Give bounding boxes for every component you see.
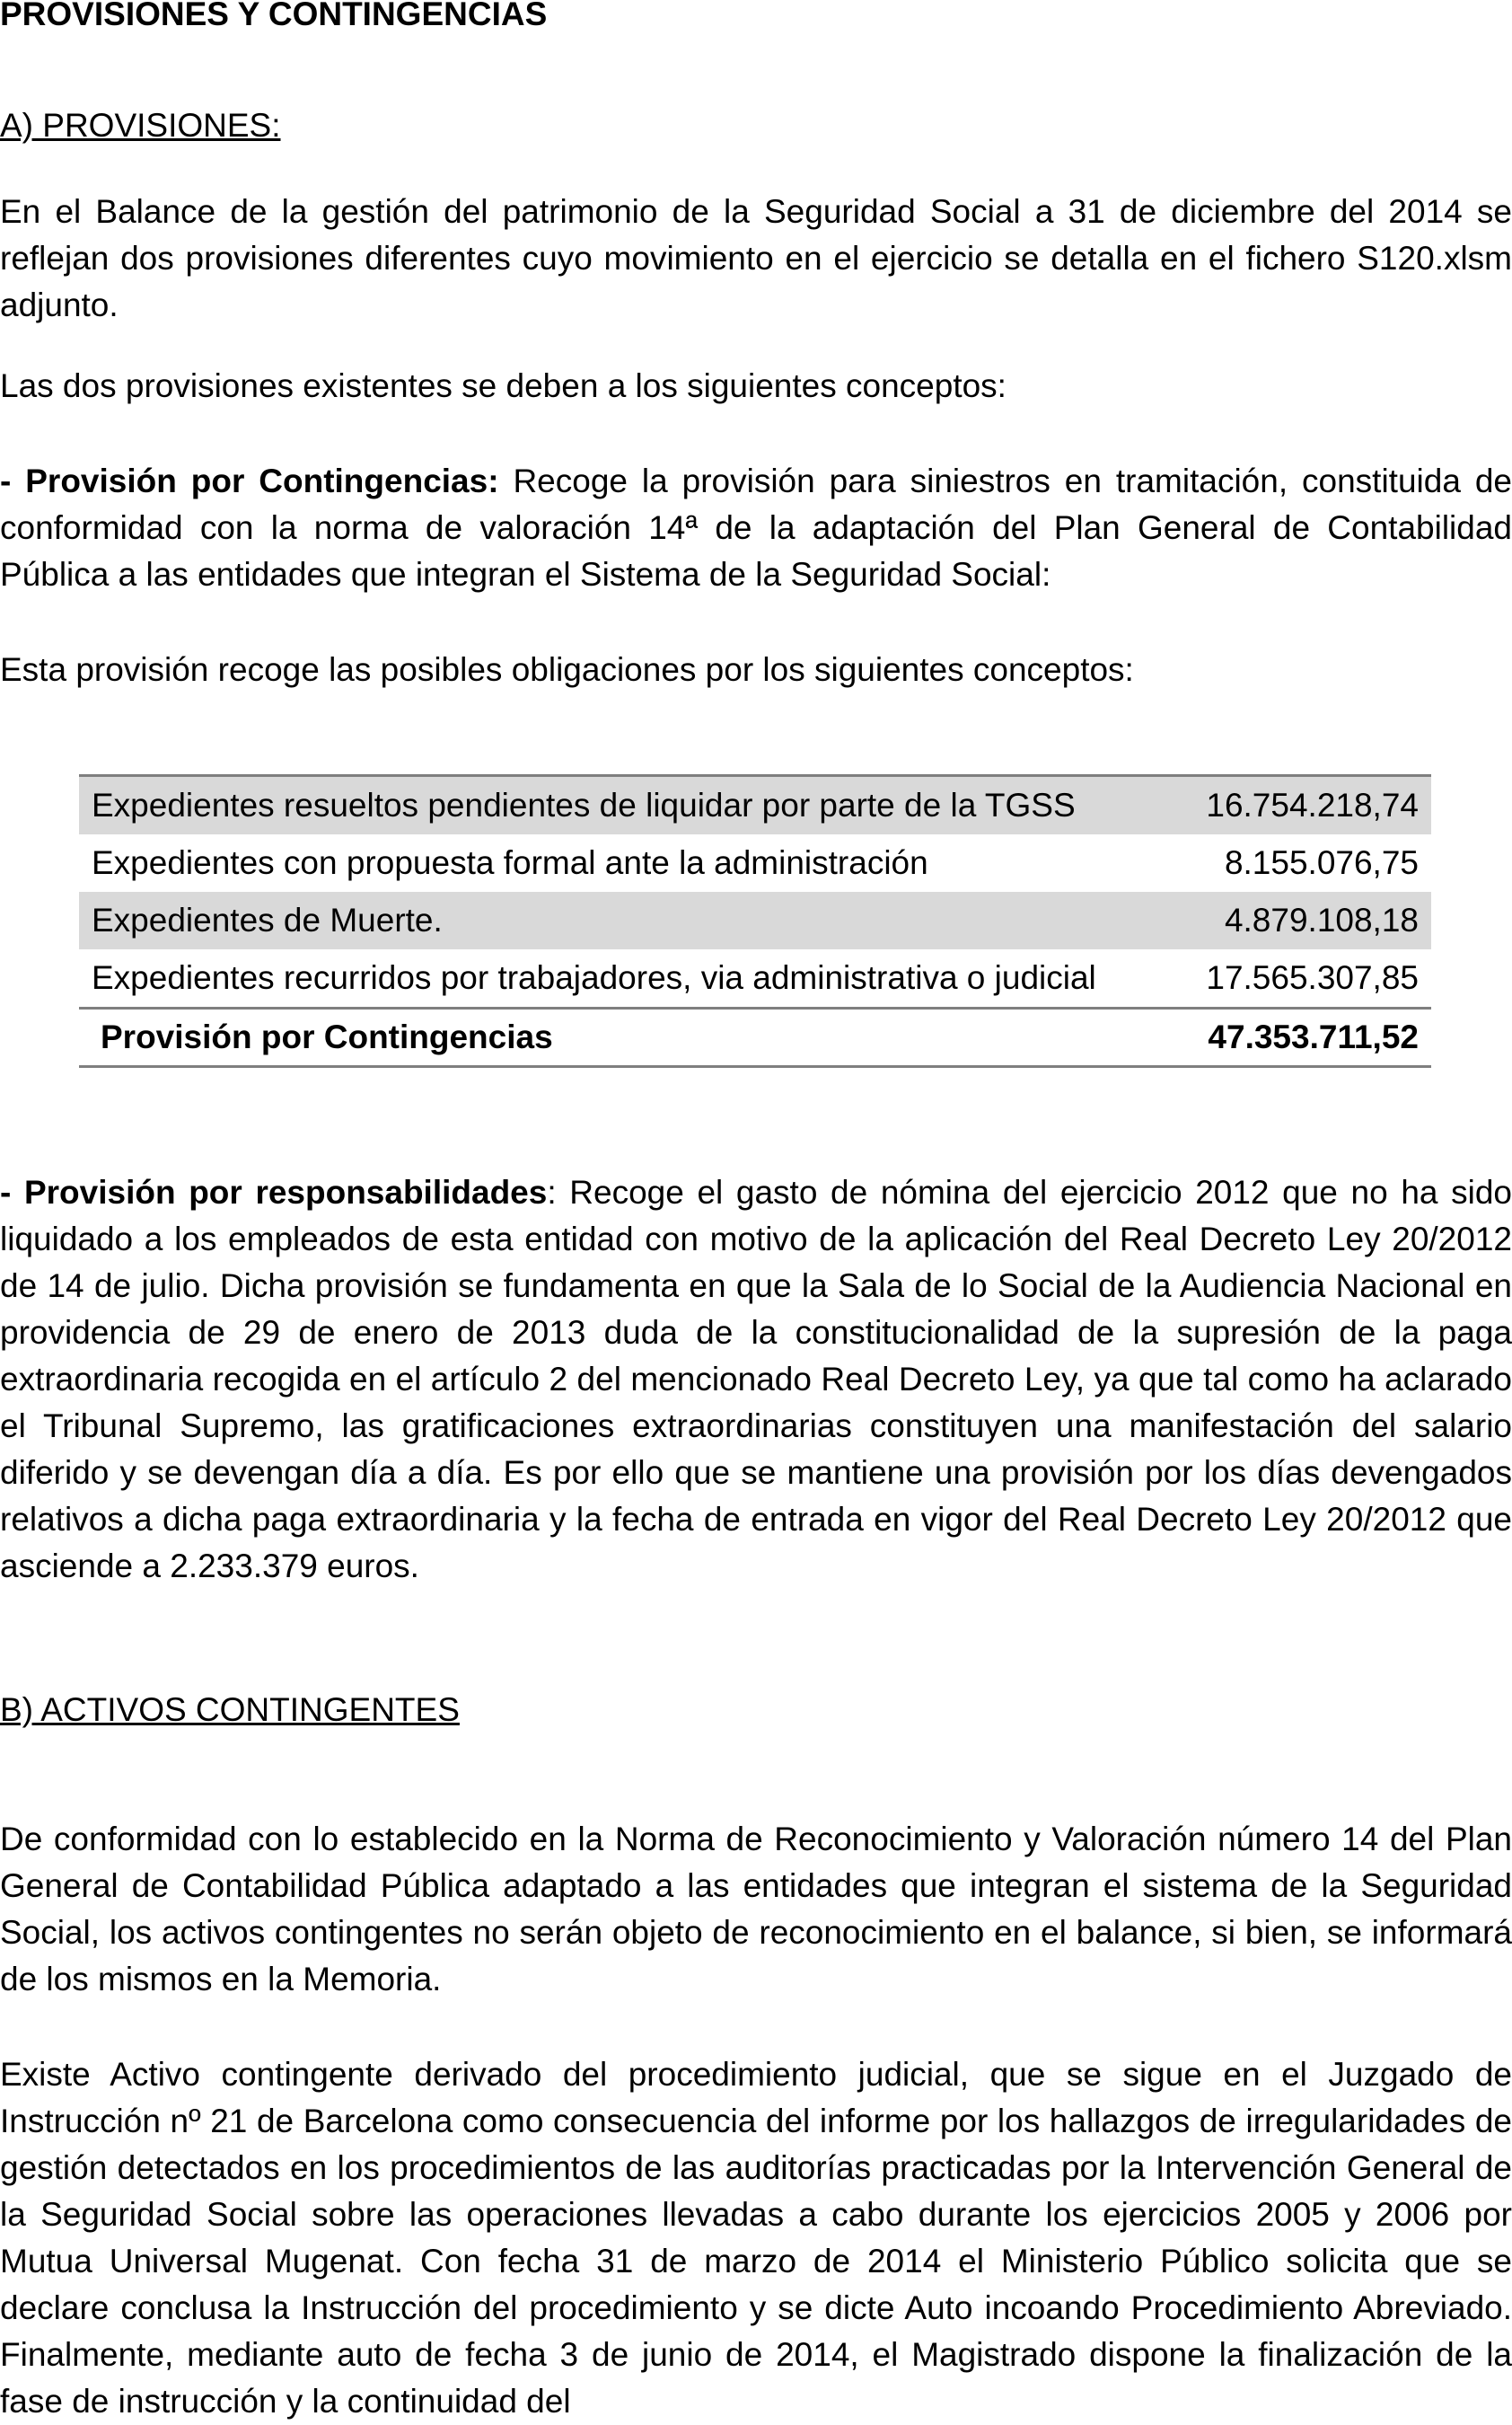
document-title: PROVISIONES Y CONTINGENCIAS: [0, 0, 548, 32]
row-label: Expedientes de Muerte.: [79, 892, 1173, 949]
row-amount: 8.155.076,75: [1224, 844, 1419, 881]
section-a-heading: A) PROVISIONES:: [0, 107, 281, 144]
table-total-row: [79, 1009, 1431, 1067]
section-a-intro-paragraph: En el Balance de la gestión del patrimonio de la Seguridad Social a 31 de diciembre del 2014 se reflejan dos provisiones diferentes cuyo movimiento en el ejercicio se detalla en el fichero S120.xlsm adjunto.: [0, 193, 1512, 323]
section-b-paragraph-1: De conformidad con lo establecido en la Norma de Reconocimiento y Valoración número 14 del Plan General de Contabilidad Pública adaptado a las entidades que integran el sistema de la Seguridad Social, los activos contingentes no serán objeto de reconocimiento en el balance, si bien, se informará de los mismos en la Memoria.: [0, 1821, 1512, 1997]
contingencias-paragraph: [0, 458, 1512, 598]
section-b-heading: B) ACTIVOS CONTINGENTES: [0, 1691, 460, 1728]
table-row: [79, 949, 1431, 1009]
total-amount: 47.353.711,52: [1173, 1009, 1431, 1067]
table-row: [79, 776, 1431, 835]
concepts-intro: Las dos provisiones existentes se deben a los siguientes conceptos:: [0, 367, 1007, 404]
responsabilidades-text: : Recoge el gasto de nómina del ejercicio 2012 que no ha sido liquidado a los empleados de esta entidad con motivo de la aplicación del Real Decreto Ley 20/2012 de 14 de julio. Dicha provisión se fundamenta en que la Sala de lo Social de la Audiencia Nacional en providencia de 29 de enero de 2013 duda de la constitucionalidad de la supresión de la paga extraordinaria recogida en el artículo 2 del mencionado Real Decreto Ley, ya que tal como ha aclarado el Tribunal Supremo, las gratificaciones extraordinarias constituyen una manifestación del salario diferido y se devengan día a día. Es por ello que se mantiene una provisión por los días devengados relativos a dicha paga extraordinaria y la fecha de entrada en vigor del Real Decreto Ley 20/2012 que asciende a 2.233.379 euros.: [0, 1174, 1512, 1584]
obligaciones-intro: Esta provisión recoge las posibles obligaciones por los siguientes conceptos:: [0, 651, 1134, 688]
responsabilidades-label: - Provisión por responsabilidades: [0, 1174, 548, 1211]
table-row: [79, 892, 1431, 949]
contingencias-label: - Provisión por Contingencias:: [0, 463, 499, 499]
row-amount: 4.879.108,18: [1173, 892, 1431, 949]
row-label: Expedientes recurridos por trabajadores, via administrativa o judicial: [92, 959, 1096, 996]
contingencias-text: Recoge la provisión para siniestros en tramitación, constituida de conformidad con la norma de valoración 14ª de la adaptación del Plan General de Contabilidad Pública a las entidades que integran el Sistema de la Seguridad Social:: [0, 463, 1512, 593]
section-b-paragraph-2: Existe Activo contingente derivado del procedimiento judicial, que se sigue en el Juzgado de Instrucción nº 21 de Barcelona como consecuencia del informe por los hallazgos de irregularidades de gestión detectados en los procedimientos de las auditorías practicadas por la Intervención General de la Seguridad Social sobre las operaciones llevadas a cabo durante los ejercicios 2005 y 2006 por Mutua Universal Mugenat. Con fecha 31 de marzo de 2014 el Ministerio Público solicita que se declare conclusa la Instrucción del procedimiento y se dicte Auto incoando Procedimiento Abreviado. Finalmente, mediante auto de fecha 3 de junio de 2014, el Magistrado dispone la finalización de la fase de instrucción y la continuidad del: [0, 2056, 1512, 2420]
provisions-table: [79, 774, 1431, 1068]
total-label: Provisión por Contingencias: [79, 1009, 1173, 1067]
row-amount: 16.754.218,74: [1173, 776, 1431, 835]
row-label: Expedientes con propuesta formal ante la administración: [92, 844, 928, 881]
responsabilidades-paragraph: [0, 1169, 1512, 1590]
table-row: [79, 834, 1431, 892]
row-amount: 17.565.307,85: [1206, 959, 1419, 996]
row-label: Expedientes resueltos pendientes de liquidar por parte de la TGSS: [79, 776, 1173, 835]
